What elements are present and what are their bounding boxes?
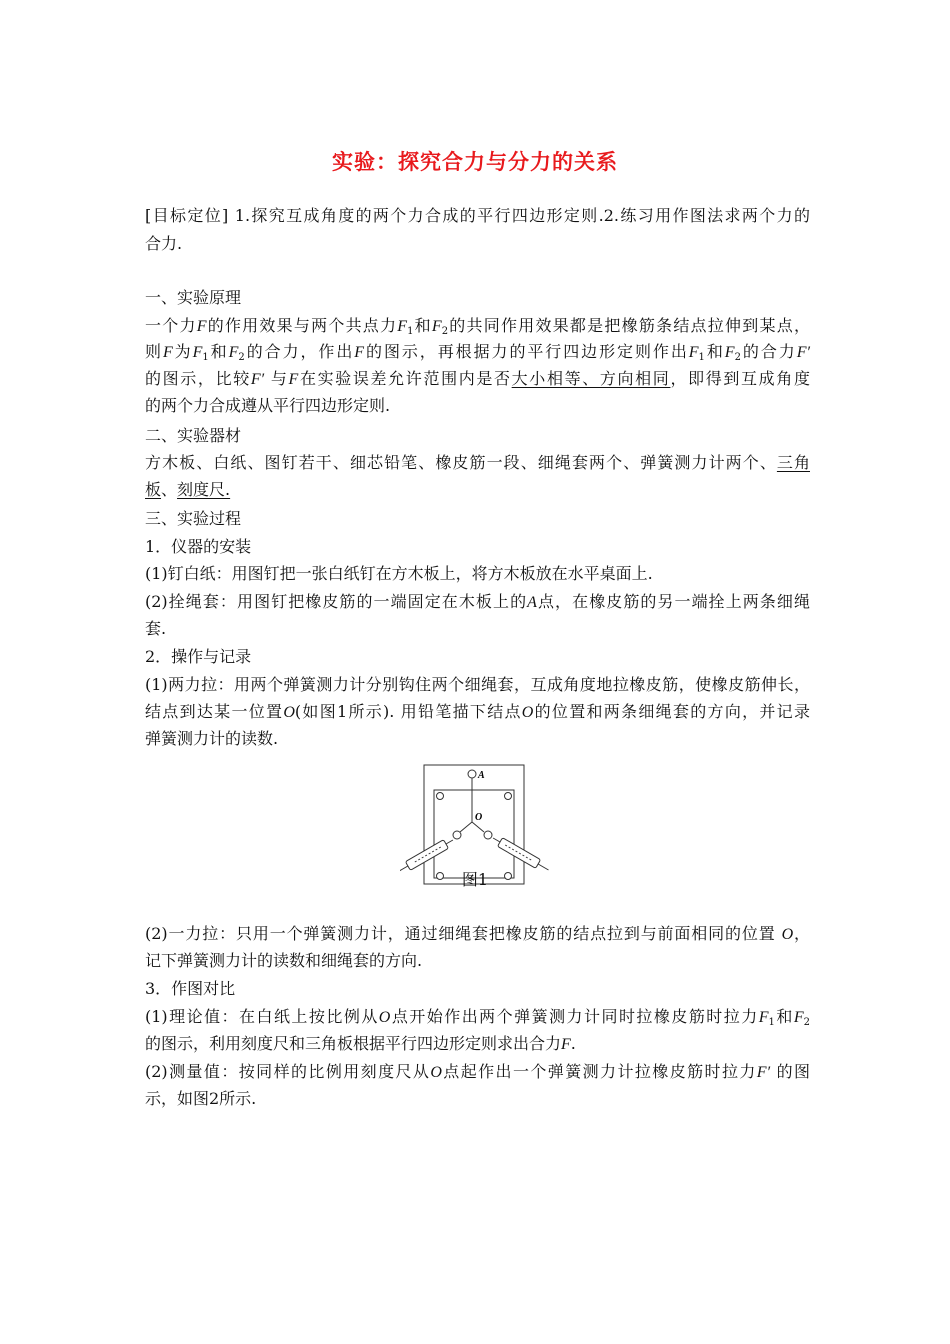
- string-loops: [460, 822, 484, 832]
- section-heading-procedure: 三、实验过程: [145, 509, 242, 528]
- page-title: 实验：探究合力与分力的关系: [332, 150, 618, 174]
- label-O: O: [475, 812, 483, 823]
- compare-step-2-cont: 示，如图2所示.: [145, 1089, 257, 1108]
- operate-step-2-cont: 记下弹簧测力计的读数和细绳套的方向.: [145, 951, 423, 970]
- section-heading-materials: 二、实验器材: [145, 426, 242, 445]
- underlined-answer: 大小相等、方向相同: [511, 369, 671, 388]
- operate-step-1-end: 弹簧测力计的读数.: [145, 729, 279, 748]
- label-A: A: [478, 770, 485, 781]
- pushpin-icon: [437, 793, 444, 800]
- figure-caption: 图1: [461, 870, 489, 889]
- goal-line-2: 合力.: [145, 234, 183, 253]
- sub-heading-compare: 3．作图对比: [145, 979, 236, 998]
- operate-step-1-cont: 结点到达某一位置O(如图1所示). 用铅笔描下结点O的位置和两条细绳套的方向，并记录: [145, 702, 810, 721]
- install-step-2-cont: 套.: [145, 619, 167, 638]
- principle-line-2: 则F为$F_1$和$F_2$的合力，作出F的图示，再根据力的平行四边形定则作出$F_1$和$F_2$的合力F′: [145, 342, 810, 363]
- goal-line-1: [目标定位] 1.探究互成角度的两个力合成的平行四边形定则.2.练习用作图法求两个力的: [145, 206, 810, 225]
- paper-sheet: [434, 790, 514, 878]
- compare-step-1-cont: 的图示，利用刻度尺和三角板根据平行四边形定则求出合力F.: [145, 1034, 576, 1053]
- compare-step-2: (2)测量值：按同样的比例用刻度尺从O点起作出一个弹簧测力计拉橡皮筋时拉力F′ 的图: [145, 1062, 810, 1081]
- compare-step-1: (1)理论值：在白纸上按比例从O点开始作出两个弹簧测力计同时拉橡皮筋时拉力$F_1$和$F_2$: [145, 1007, 810, 1028]
- principle-line-3: 的图示，比较F′ 与F在实验误差允许范围内是否大小相等、方向相同，即得到互成角度: [145, 369, 810, 388]
- anchor-point-icon: [468, 770, 476, 778]
- sub-heading-install: 1．仪器的安装: [145, 537, 252, 556]
- goal-label: [目标定位]: [145, 206, 229, 225]
- principle-line-1: 一个力F的作用效果与两个共点力$F_1$和$F_2$的共同作用效果都是把橡筋条结点拉伸到某点，: [145, 316, 810, 337]
- materials-line-1: 方木板、白纸、图钉若干、细芯铅笔、橡皮筋一段、细绳套两个、弹簧测力计两个、三角: [145, 453, 810, 472]
- string-loop-left: [453, 831, 461, 839]
- operate-step-1: (1)两力拉：用两个弹簧测力计分别钩住两个细绳套，互成角度地拉橡皮筋，使橡皮筋伸长，: [145, 675, 810, 694]
- sub-heading-operate: 2．操作与记录: [145, 647, 252, 666]
- principle-line-4: 的两个力合成遵从平行四边形定则.: [145, 396, 391, 415]
- install-step-1: (1)钉白纸：用图钉把一张白纸钉在方木板上，将方木板放在水平桌面上.: [145, 564, 653, 583]
- materials-line-2: 板、刻度尺.: [145, 480, 231, 499]
- install-step-2: (2)拴绳套：用图钉把橡皮筋的一端固定在木板上的A点，在橡皮筋的另一端拴上两条细绳: [145, 592, 810, 611]
- operate-step-2: (2)一力拉：只用一个弹簧测力计，通过细绳套把橡皮筋的结点拉到与前面相同的位置 O，: [145, 924, 810, 943]
- string-loop-right: [484, 831, 492, 839]
- pushpin-icon: [505, 793, 512, 800]
- section-heading-principle: 一、实验原理: [145, 288, 242, 307]
